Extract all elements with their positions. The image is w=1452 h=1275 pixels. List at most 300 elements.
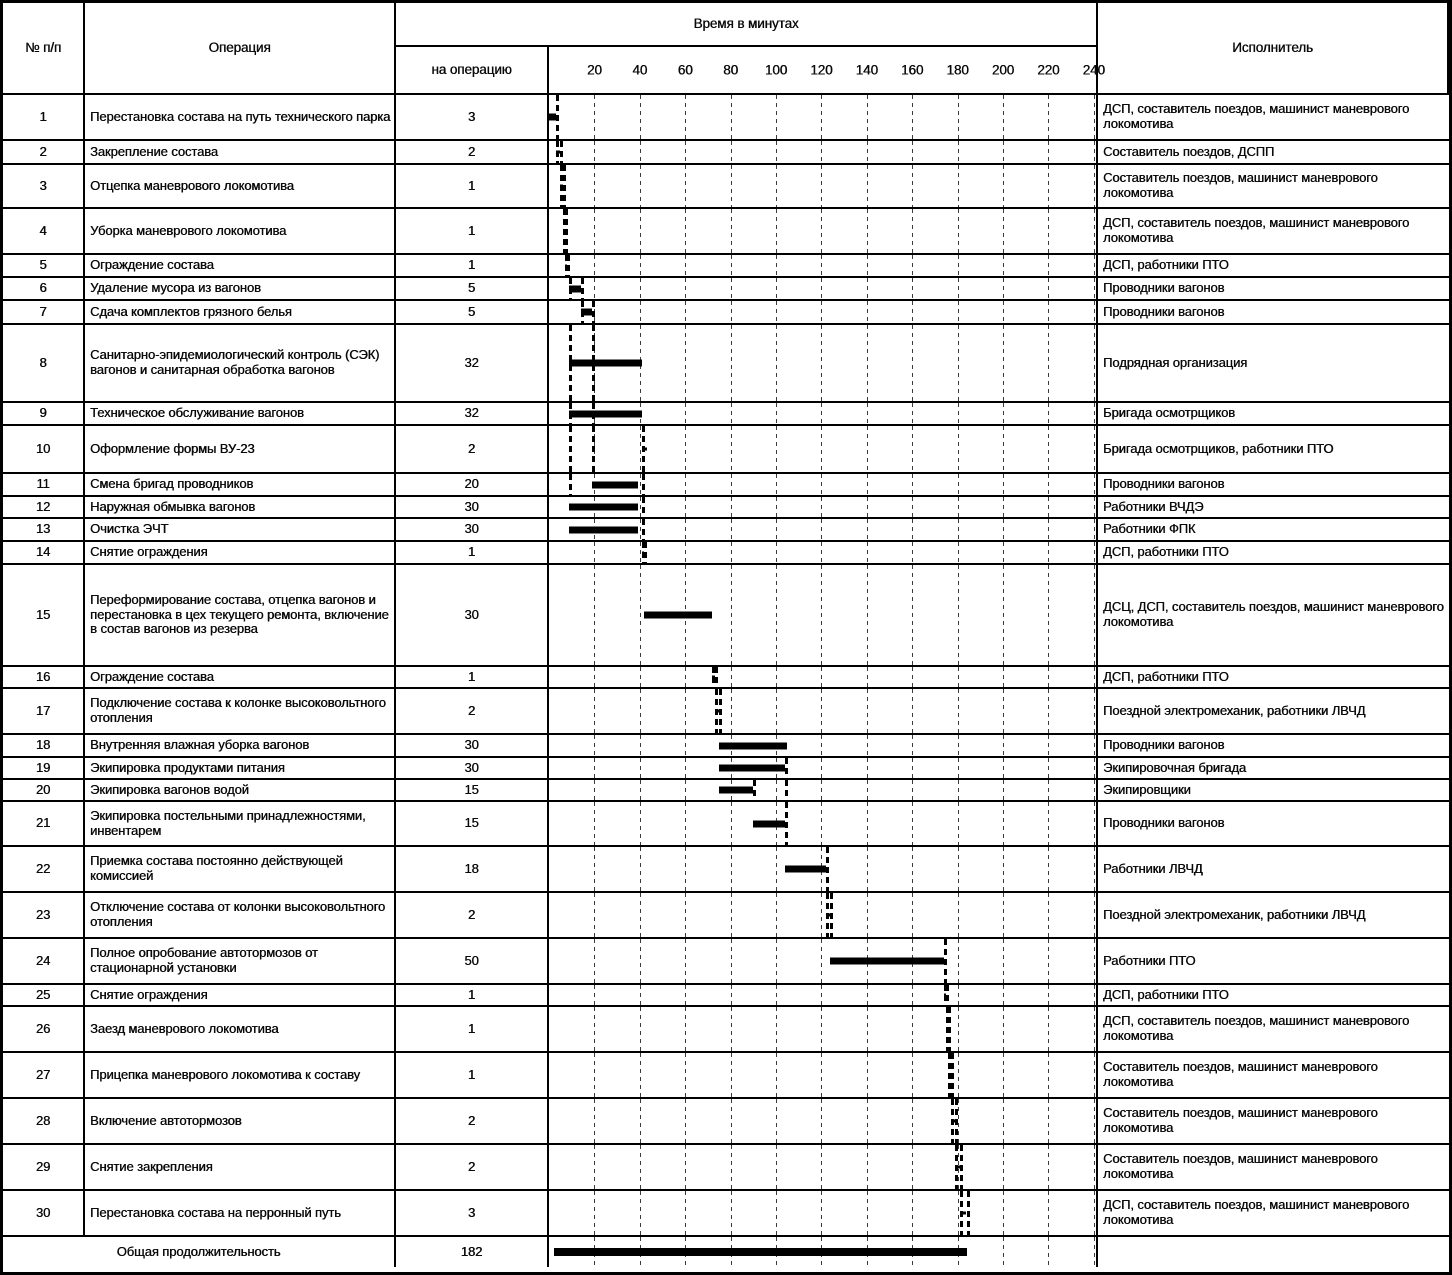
grid-line (1094, 301, 1095, 323)
total-duration: 182 (396, 1237, 549, 1267)
gantt-bar (549, 114, 556, 121)
grid-line (912, 565, 913, 665)
grid-line (685, 325, 686, 401)
row-number: 30 (3, 1191, 85, 1237)
row-number: 13 (3, 519, 85, 542)
gantt-cell (549, 1191, 1098, 1237)
operation-duration: 2 (396, 689, 549, 735)
grid-line (867, 758, 868, 778)
grid-line (685, 255, 686, 276)
grid-line (731, 893, 732, 937)
grid-line (821, 325, 822, 401)
grid-line (1003, 565, 1004, 665)
grid-line (640, 426, 641, 472)
grid-line (594, 1145, 595, 1189)
table-row (3, 1007, 1449, 1053)
grid-line (731, 667, 732, 687)
table-row (3, 802, 1449, 847)
schedule-step-line (946, 985, 949, 1005)
grid-line (685, 519, 686, 540)
operation-duration: 30 (396, 758, 549, 780)
grid-line (776, 497, 777, 517)
grid-line (1094, 847, 1095, 891)
grid-line (821, 542, 822, 563)
gantt-bar (569, 285, 580, 292)
grid-line (1094, 689, 1095, 733)
grid-line (958, 802, 959, 845)
grid-line (640, 474, 641, 495)
gantt-cell (549, 847, 1098, 893)
grid-line (912, 426, 913, 472)
grid-line (821, 565, 822, 665)
grid-line (776, 565, 777, 665)
grid-line (776, 474, 777, 495)
table-row (3, 301, 1449, 325)
grid-line (912, 301, 913, 323)
axis-tick-label: 160 (901, 62, 924, 78)
grid-line (821, 1007, 822, 1051)
gantt-bar (719, 765, 785, 772)
gantt-bar (644, 612, 712, 619)
row-number: 29 (3, 1145, 85, 1191)
grid-line (685, 758, 686, 778)
grid-line (776, 542, 777, 563)
executor-name: Проводники вагонов (1098, 802, 1449, 847)
grid-line (731, 278, 732, 299)
operation-name: Перестановка состава на путь технического парка (85, 95, 396, 141)
grid-line (958, 519, 959, 540)
grid-line (776, 1145, 777, 1189)
grid-line (821, 278, 822, 299)
schedule-step-line (955, 1099, 958, 1143)
grid-line (731, 301, 732, 323)
grid-line (685, 1007, 686, 1051)
grid-line (685, 403, 686, 424)
grid-line (912, 667, 913, 687)
grid-line (821, 519, 822, 540)
operation-name: Наружная обмывка вагонов (85, 497, 396, 519)
grid-line (1048, 565, 1049, 665)
operation-duration: 2 (396, 426, 549, 474)
grid-line (912, 1145, 913, 1189)
grid-line (1003, 519, 1004, 540)
gantt-step (960, 1212, 967, 1215)
executor-name: Работники ПТО (1098, 939, 1449, 985)
gantt-step (563, 230, 565, 233)
gantt-cell (549, 474, 1098, 497)
grid-line (958, 497, 959, 517)
gantt-cell (549, 758, 1098, 780)
grid-line (776, 403, 777, 424)
grid-line (685, 985, 686, 1005)
grid-line (685, 542, 686, 563)
rows-container (3, 95, 1449, 1237)
grid-line (776, 255, 777, 276)
grid-line (685, 209, 686, 253)
grid-line (640, 301, 641, 323)
operation-name: Сдача комплектов грязного белья (85, 301, 396, 325)
grid-line (594, 1191, 595, 1235)
schedule-step-line (569, 474, 572, 495)
grid-line (1094, 255, 1095, 276)
grid-line (640, 255, 641, 276)
table-row (3, 1145, 1449, 1191)
grid-line (685, 141, 686, 163)
grid-line (731, 542, 732, 563)
table-row (3, 95, 1449, 141)
table-row (3, 519, 1449, 542)
grid-line (731, 847, 732, 891)
operation-name: Экипировка продуктами питания (85, 758, 396, 780)
grid-line (731, 325, 732, 401)
operation-duration: 3 (396, 95, 549, 141)
grid-line (1048, 209, 1049, 253)
grid-line (1048, 95, 1049, 139)
gantt-cell (549, 1099, 1098, 1145)
operation-duration: 3 (396, 1191, 549, 1237)
gantt-cell (549, 689, 1098, 735)
grid-line (958, 1007, 959, 1051)
grid-line (776, 95, 777, 139)
schedule-step-line (830, 893, 833, 937)
gantt-cell (549, 497, 1098, 519)
operation-name: Заезд маневрового локомотива (85, 1007, 396, 1053)
grid-line (1048, 735, 1049, 756)
operation-duration: 2 (396, 893, 549, 939)
grid-line (912, 255, 913, 276)
operation-name: Отключение состава от колонки высоковольтного отопления (85, 893, 396, 939)
grid-line (821, 939, 822, 983)
grid-line (1094, 1099, 1095, 1143)
grid-line (821, 209, 822, 253)
table-row (3, 758, 1449, 780)
grid-line (685, 95, 686, 139)
grid-line (1048, 325, 1049, 401)
grid-line (731, 426, 732, 472)
grid-line (1003, 497, 1004, 517)
executor-name: ДСП, составитель поездов, машинист маневрового локомотива (1098, 209, 1449, 255)
operation-name: Отцепка маневрового локомотива (85, 165, 396, 209)
executor-name: Составитель поездов, машинист маневрового локомотива (1098, 1053, 1449, 1099)
schedule-step-line (960, 1145, 963, 1189)
gantt-step (948, 1074, 950, 1077)
table-row (3, 426, 1449, 474)
operation-name: Включение автотормозов (85, 1099, 396, 1145)
grid-line (912, 278, 913, 299)
grid-line (1048, 1191, 1049, 1235)
grid-line (912, 474, 913, 495)
grid-line (1094, 667, 1095, 687)
grid-line (958, 985, 959, 1005)
operation-duration: 2 (396, 141, 549, 165)
gantt-cell (549, 565, 1098, 667)
table-row (3, 278, 1449, 301)
gantt-cell (549, 278, 1098, 301)
grid-line (685, 780, 686, 800)
grid-line (1003, 939, 1004, 983)
grid-line (1048, 497, 1049, 517)
grid-line (867, 1053, 868, 1097)
operation-duration: 18 (396, 847, 549, 893)
executor-name: ДСП, работники ПТО (1098, 255, 1449, 278)
gantt-cell (549, 542, 1098, 565)
row-number: 8 (3, 325, 85, 403)
grid-line (640, 141, 641, 163)
operation-name: Снятие закрепления (85, 1145, 396, 1191)
grid-line (821, 301, 822, 323)
grid-line (685, 689, 686, 733)
row-number: 12 (3, 497, 85, 519)
grid-line (731, 1191, 732, 1235)
executor-name: Проводники вагонов (1098, 735, 1449, 758)
operation-name: Оформление формы ВУ-23 (85, 426, 396, 474)
row-number: 6 (3, 278, 85, 301)
grid-line (1094, 893, 1095, 937)
grid-line (867, 209, 868, 253)
grid-line (1003, 278, 1004, 299)
grid-line (1094, 735, 1095, 756)
gantt-cell (549, 1053, 1098, 1099)
grid-line (958, 474, 959, 495)
executor-name: Проводники вагонов (1098, 278, 1449, 301)
grid-line (821, 1099, 822, 1143)
schedule-step-line (644, 542, 647, 563)
grid-line (867, 735, 868, 756)
gantt-bar (719, 787, 753, 794)
grid-line (1003, 1145, 1004, 1189)
gantt-bar (581, 309, 592, 316)
grid-line (1003, 1007, 1004, 1051)
executor-name: Составитель поездов, машинист маневрового локомотива (1098, 1099, 1449, 1145)
grid-line (776, 847, 777, 891)
operation-duration: 15 (396, 802, 549, 847)
grid-line (776, 939, 777, 983)
gantt-step (556, 151, 561, 154)
grid-line (776, 1191, 777, 1235)
grid-line (685, 1145, 686, 1189)
schedule-step-line (556, 95, 559, 139)
grid-line (1048, 474, 1049, 495)
table-row (3, 1099, 1449, 1145)
grid-line (821, 667, 822, 687)
grid-line (731, 95, 732, 139)
grid-line (1003, 1053, 1004, 1097)
gantt-bar (569, 410, 642, 417)
grid-line (1048, 939, 1049, 983)
grid-line (1003, 95, 1004, 139)
gantt-cell (549, 209, 1098, 255)
grid-line (1003, 255, 1004, 276)
grid-line (1003, 301, 1004, 323)
grid-line (958, 758, 959, 778)
gantt-bar (569, 504, 637, 511)
gantt-bar (830, 958, 943, 965)
executor-name: Работники ЛВЧД (1098, 847, 1449, 893)
gantt-cell (549, 426, 1098, 474)
grid-line (867, 519, 868, 540)
grid-line (776, 325, 777, 401)
gantt-step (946, 1028, 948, 1031)
grid-line (640, 758, 641, 778)
grid-line (1048, 985, 1049, 1005)
grid-line (1094, 325, 1095, 401)
grid-line (685, 278, 686, 299)
grid-line (594, 893, 595, 937)
grid-line (1094, 403, 1095, 424)
grid-line (1048, 255, 1049, 276)
grid-line (776, 1007, 777, 1051)
schedule-step-line (642, 474, 645, 495)
grid-line (640, 209, 641, 253)
grid-line (685, 735, 686, 756)
grid-line (1094, 95, 1095, 139)
grid-line (867, 497, 868, 517)
grid-line (912, 1053, 913, 1097)
grid-line (912, 519, 913, 540)
grid-line (640, 780, 641, 800)
gantt-step (715, 710, 720, 713)
table-row (3, 939, 1449, 985)
grid-line (958, 301, 959, 323)
grid-line (1094, 141, 1095, 163)
operation-duration: 30 (396, 497, 549, 519)
row-number: 11 (3, 474, 85, 497)
row-number: 18 (3, 735, 85, 758)
gantt-cell (549, 735, 1098, 758)
grid-line (594, 255, 595, 276)
grid-line (821, 758, 822, 778)
grid-line (640, 893, 641, 937)
schedule-step-line (592, 426, 595, 472)
grid-line (912, 780, 913, 800)
grid-line (821, 985, 822, 1005)
grid-line (1003, 1099, 1004, 1143)
grid-line (685, 497, 686, 517)
grid-line (958, 95, 959, 139)
grid-line (731, 689, 732, 733)
grid-line (594, 667, 595, 687)
row-number: 23 (3, 893, 85, 939)
grid-line (1048, 893, 1049, 937)
total-executor-empty (1098, 1237, 1449, 1267)
schedule-step-line (719, 689, 722, 733)
grid-line (731, 519, 732, 540)
axis-tick-label: 200 (991, 62, 1015, 78)
grid-line (776, 893, 777, 937)
executor-name: Поездной электромеханик, работники ЛВЧД (1098, 689, 1449, 735)
grid-line (685, 474, 686, 495)
grid-line (685, 893, 686, 937)
grid-line (1094, 1237, 1095, 1267)
gantt-cell (549, 519, 1098, 542)
grid-line (821, 497, 822, 517)
operation-duration: 5 (396, 278, 549, 301)
header-operation: Операция (85, 3, 396, 95)
row-number: 27 (3, 1053, 85, 1099)
time-axis (549, 47, 1105, 95)
grid-line (731, 255, 732, 276)
grid-line (594, 565, 595, 665)
grid-line (640, 1007, 641, 1051)
gantt-cell (549, 403, 1098, 426)
grid-line (867, 565, 868, 665)
executor-name: Подрядная организация (1098, 325, 1449, 403)
gantt-bar (569, 526, 637, 533)
schedule-step-line (642, 519, 645, 540)
header-per-operation: на операцию (396, 47, 549, 95)
row-number: 1 (3, 95, 85, 141)
grid-line (776, 141, 777, 163)
operation-name: Подключение состава к колонке высоковольтного отопления (85, 689, 396, 735)
operation-name: Закрепление состава (85, 141, 396, 165)
operation-duration: 2 (396, 1099, 549, 1145)
table-header (3, 3, 1449, 95)
schedule-step-line (592, 301, 595, 323)
grid-line (1003, 403, 1004, 424)
table-row (3, 474, 1449, 497)
grid-line (731, 141, 732, 163)
grid-line (958, 1053, 959, 1097)
grid-line (821, 141, 822, 163)
executor-name: ДСП, работники ПТО (1098, 542, 1449, 565)
schedule-step-line (569, 426, 572, 472)
operation-name: Полное опробование автотормозов от стационарной установки (85, 939, 396, 985)
grid-line (1048, 542, 1049, 563)
grid-line (867, 325, 868, 401)
grid-line (776, 278, 777, 299)
grid-line (731, 497, 732, 517)
gantt-bar (753, 820, 785, 827)
grid-line (1048, 426, 1049, 472)
grid-line (912, 689, 913, 733)
grid-line (776, 689, 777, 733)
operation-duration: 50 (396, 939, 549, 985)
grid-line (594, 542, 595, 563)
grid-line (731, 985, 732, 1005)
grid-line (776, 1099, 777, 1143)
row-number: 25 (3, 985, 85, 1007)
gantt-bar (719, 742, 787, 749)
grid-line (1003, 893, 1004, 937)
grid-line (958, 403, 959, 424)
table-row (3, 497, 1449, 519)
schedule-step-line (948, 1007, 951, 1051)
axis-tick-label: 240 (1082, 62, 1105, 78)
grid-line (685, 1053, 686, 1097)
grid-line (731, 1099, 732, 1143)
grid-line (912, 893, 913, 937)
gantt-cell (549, 667, 1098, 689)
grid-line (912, 758, 913, 778)
schedule-step-line (944, 939, 947, 983)
axis-tick-label: 180 (946, 62, 969, 78)
grid-line (867, 301, 868, 323)
grid-line (867, 847, 868, 891)
operation-name: Приемка состава постоянно действующей комиссией (85, 847, 396, 893)
executor-name: Экипировщики (1098, 780, 1449, 802)
grid-line (958, 689, 959, 733)
header-row-number: № п/п (3, 3, 85, 95)
operation-name: Экипировка постельными принадлежностями, инвентарем (85, 802, 396, 847)
grid-line (594, 141, 595, 163)
grid-line (1003, 474, 1004, 495)
table-row (3, 985, 1449, 1007)
operation-duration: 32 (396, 325, 549, 403)
grid-line (685, 1099, 686, 1143)
grid-line (776, 985, 777, 1005)
schedule-step-line (567, 255, 570, 276)
schedule-step-line (826, 847, 829, 891)
